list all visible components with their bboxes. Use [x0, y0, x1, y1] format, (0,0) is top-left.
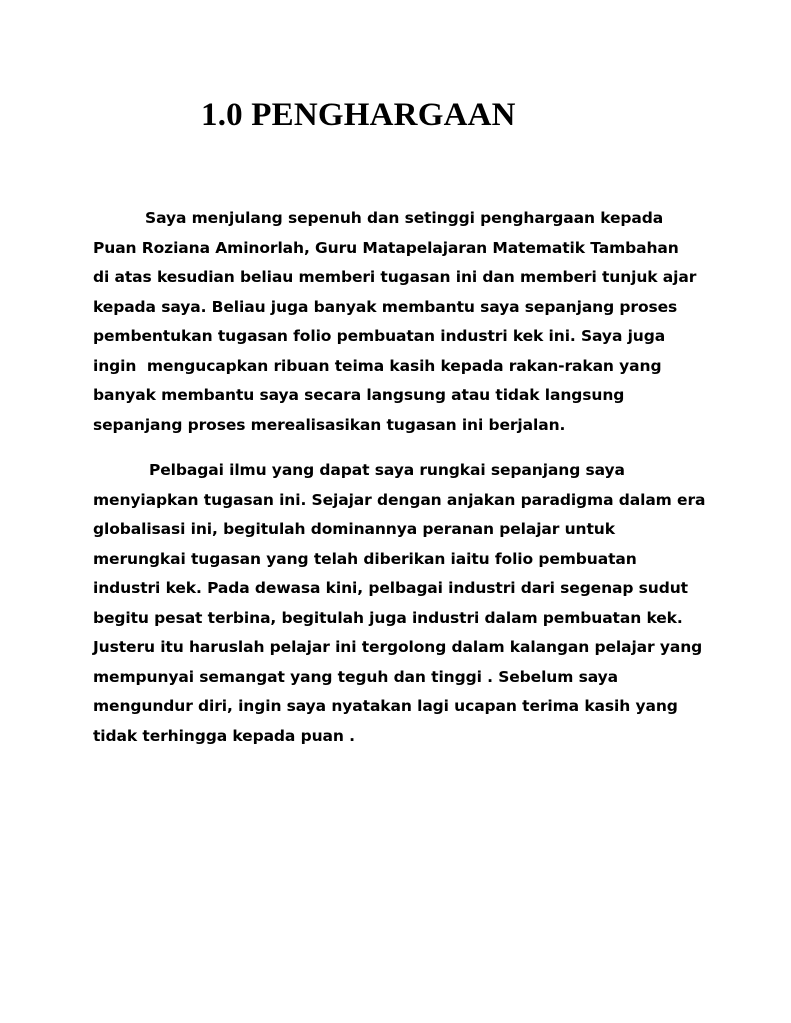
paragraph-acknowledgement-2 — [93, 456, 733, 751]
paragraph-2-line-6: begitu pesat terbina, begitulah juga industri dalam pembuatan kek. — [93, 608, 683, 627]
paragraph-2-line-3: globalisasi ini, begitulah dominannya peranan pelajar untuk — [93, 520, 615, 538]
paragraph-2-line-5: industri kek. Pada dewasa kini, pelbagai industri dari segenap sudut — [93, 579, 688, 597]
paragraph-1-line-4: kepada saya. Beliau juga banyak membantu saya sepanjang proses — [93, 297, 678, 316]
paragraph-2-line-4: merungkai tugasan yang telah diberikan iaitu folio pembuatan — [93, 549, 637, 568]
paragraph-2-line-1: Pelbagai ilmu yang dapat saya rungkai sepanjang saya — [149, 461, 625, 479]
paragraph-1-line-2: Puan Roziana Aminorlah, Guru Matapelajaran Matematik Tambahan — [93, 238, 679, 257]
paragraph-1-line-1: Saya menjulang sepenuh dan setinggi penghargaan kepada — [145, 209, 664, 227]
paragraph-2-line-9: mengundur diri, ingin saya nyatakan lagi ucapan terima kasih yang — [93, 697, 678, 715]
paragraph-2-line-10: tidak terhingga kepada puan . — [93, 726, 355, 745]
paragraph-2-line-7: Justeru itu haruslah pelajar ini tergolong dalam kalangan pelajar yang — [93, 638, 703, 656]
paragraph-1-line-6: ingin mengucapkan ribuan teima kasih kepada rakan-rakan yang — [93, 356, 662, 375]
paragraph-1-line-8: sepanjang proses merealisasikan tugasan ini berjalan. — [93, 415, 566, 434]
paragraph-1-line-7: banyak membantu saya secara langsung atau tidak langsung — [93, 386, 625, 404]
page-title: 1.0 PENGHARGAAN — [201, 97, 516, 133]
paragraph-2-line-2: menyiapkan tugasan ini. Sejajar dengan anjakan paradigma dalam era — [93, 490, 706, 509]
paragraph-1-line-3: di atas kesudian beliau memberi tugasan ini dan memberi tunjuk ajar — [93, 268, 697, 286]
paragraph-1-line-5: pembentukan tugasan folio pembuatan industri kek ini. Saya juga — [93, 327, 666, 345]
paragraph-acknowledgement-1 — [93, 204, 733, 440]
paragraph-2-line-8: mempunyai semangat yang teguh dan tinggi . Sebelum saya — [93, 667, 618, 686]
